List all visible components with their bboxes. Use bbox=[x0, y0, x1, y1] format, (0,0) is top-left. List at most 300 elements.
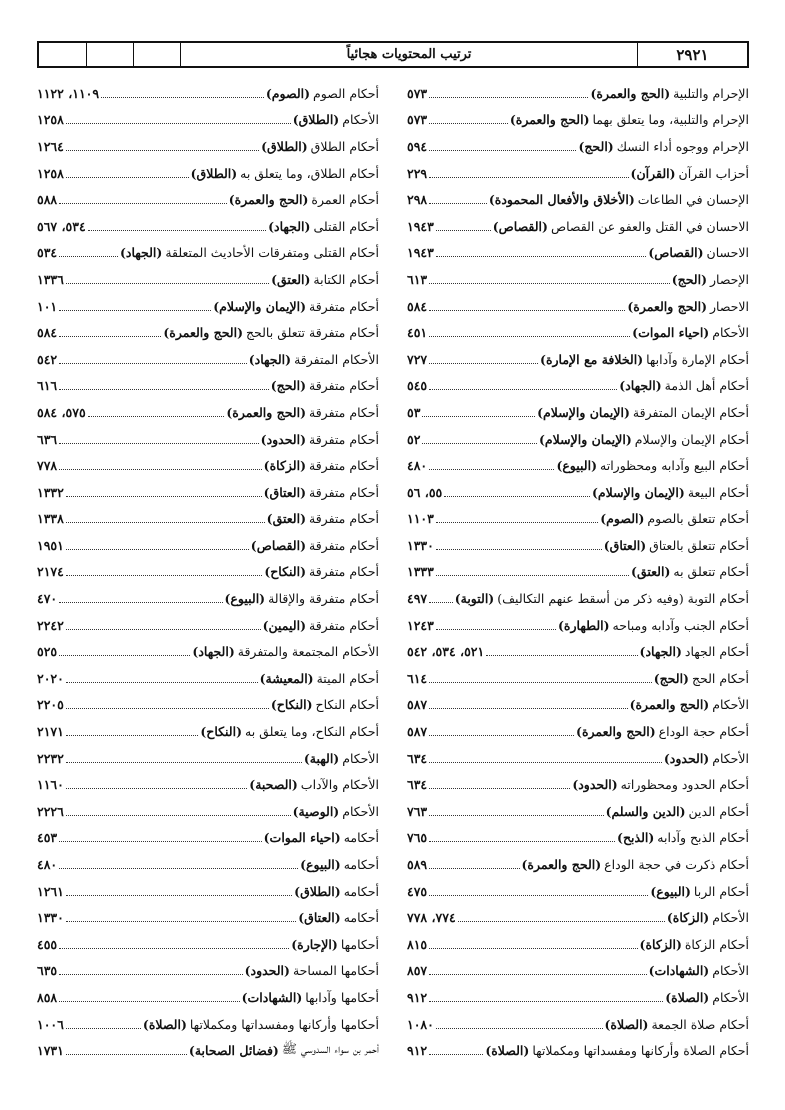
dot-leader bbox=[429, 1001, 663, 1002]
entry-page-numbers: ١٢٦١ bbox=[37, 883, 64, 899]
dot-leader bbox=[436, 256, 646, 257]
index-entry bbox=[37, 665, 379, 692]
entry-category: (الحج والعمرة) bbox=[590, 85, 671, 101]
entry-page-numbers: ٥٣٤ bbox=[37, 245, 58, 261]
entry-category: (العتق) bbox=[271, 271, 311, 287]
index-entry bbox=[37, 107, 379, 134]
index-entry bbox=[407, 160, 749, 187]
dot-leader bbox=[59, 868, 298, 869]
dot-leader bbox=[66, 735, 198, 736]
index-entry bbox=[37, 266, 379, 293]
entry-title: أحكام الدين bbox=[688, 803, 749, 819]
index-entry bbox=[37, 1011, 379, 1038]
dot-leader bbox=[429, 97, 588, 98]
entry-category: (الصوم) bbox=[600, 511, 645, 527]
entry-page-numbers: ٤٧٥ bbox=[407, 883, 428, 899]
entry-page-numbers: ١٠١ bbox=[37, 298, 58, 314]
entry-category: (العتاق) bbox=[298, 910, 341, 926]
index-entry bbox=[37, 319, 379, 346]
dot-leader bbox=[444, 496, 590, 497]
entry-category: (الحج والعمرة) bbox=[226, 404, 306, 420]
entry-category: (الحج) bbox=[671, 271, 707, 287]
dot-leader bbox=[66, 895, 292, 896]
entry-category: (العتق) bbox=[631, 564, 671, 580]
dot-leader bbox=[486, 655, 637, 656]
index-entry bbox=[37, 771, 379, 798]
entry-category: (الحدود) bbox=[572, 777, 618, 793]
entry-title: الإحسان في الطاعات bbox=[637, 192, 749, 208]
index-entry bbox=[37, 399, 379, 426]
entry-title: أحكام متفرقة bbox=[309, 404, 379, 420]
entry-title: أحكام الزكاة bbox=[684, 936, 749, 952]
entry-title: أحكام الطلاق bbox=[310, 138, 379, 154]
index-entry bbox=[37, 346, 379, 373]
dot-leader bbox=[66, 496, 262, 497]
entry-title: الأحكام bbox=[712, 325, 749, 341]
dot-leader bbox=[59, 336, 161, 337]
index-entry bbox=[407, 266, 749, 293]
index-entry bbox=[407, 213, 749, 240]
index-entry bbox=[407, 293, 749, 320]
dot-leader bbox=[66, 1028, 141, 1029]
entry-category: (الشهادات) bbox=[241, 989, 303, 1005]
entry-page-numbers: ٥٤٢ bbox=[37, 351, 58, 367]
entry-page-numbers: ٥٨٧ bbox=[407, 724, 428, 740]
entry-category: (الخلافة مع الإمارة) bbox=[540, 351, 644, 367]
dot-leader bbox=[436, 549, 602, 550]
entry-title: أحكام الحدود ومحظوراته bbox=[620, 777, 749, 793]
entry-page-numbers: ٦١٣ bbox=[407, 271, 428, 287]
index-entry bbox=[407, 107, 749, 134]
entry-title: أحكامها bbox=[340, 936, 379, 952]
entry-title: أحكام متفرقة والإقالة bbox=[268, 591, 379, 607]
index-entry bbox=[37, 240, 379, 267]
entry-title: الأحكام المجتمعة والمتفرقة bbox=[237, 644, 379, 660]
entry-title: أحكام القتلى bbox=[313, 218, 379, 234]
entry-category: (الدين والسلم) bbox=[605, 803, 686, 819]
entry-page-numbers: ١٣٣٦ bbox=[37, 271, 64, 287]
entry-title: أحكام أهل الذمة bbox=[664, 378, 749, 394]
entry-page-numbers: ٥٨٩ bbox=[407, 857, 428, 873]
entry-category: (القصاص) bbox=[250, 537, 306, 553]
entry-title: أحكام التوبة (وفيه ذكر من أسقط عنهم التكاليف) bbox=[497, 591, 749, 607]
index-entry bbox=[407, 186, 749, 213]
entry-page-numbers: ٤٧٠ bbox=[37, 591, 58, 607]
entry-title: أحكام متفرقة bbox=[309, 431, 379, 447]
dot-leader bbox=[429, 735, 574, 736]
entry-title: الإحصار bbox=[709, 271, 749, 287]
entry-page-numbers: ١١٠٣ bbox=[407, 511, 434, 527]
index-entry bbox=[37, 984, 379, 1011]
entry-category: (الحج والعمرة) bbox=[576, 724, 656, 740]
dot-leader bbox=[436, 522, 598, 523]
index-entry bbox=[37, 452, 379, 479]
entry-category: (الحج) bbox=[653, 670, 689, 686]
entry-category: (الصلاة) bbox=[604, 1016, 649, 1032]
entry-page-numbers: ١٢٤٣ bbox=[407, 617, 434, 633]
entry-page-numbers: ٧٢٧ bbox=[407, 351, 428, 367]
dot-leader bbox=[436, 1028, 603, 1029]
entry-category: (البيوع) bbox=[650, 883, 691, 899]
entry-page-numbers: ٥٣ bbox=[407, 404, 421, 420]
index-entry bbox=[37, 692, 379, 719]
entry-category: (الزكاة) bbox=[263, 458, 306, 474]
entry-page-numbers: ٩١٢ bbox=[407, 1043, 428, 1059]
entry-title: الأحكام والآداب bbox=[300, 777, 379, 793]
entry-category: (النكاح) bbox=[270, 697, 313, 713]
dot-leader bbox=[429, 868, 519, 869]
index-entry bbox=[37, 798, 379, 825]
dot-leader bbox=[429, 841, 615, 842]
dot-leader bbox=[66, 575, 262, 576]
entry-category: (الصوم) bbox=[265, 85, 311, 101]
index-entry bbox=[37, 851, 379, 878]
dot-leader bbox=[66, 682, 258, 683]
dot-leader bbox=[458, 921, 665, 922]
entry-title: الاحسان في القتل والعفو عن القصاص bbox=[550, 218, 749, 234]
index-entry bbox=[37, 559, 379, 586]
entry-category: (العتاق) bbox=[603, 537, 647, 553]
dot-leader bbox=[66, 788, 247, 789]
entry-category: (الصحبة) bbox=[249, 777, 298, 793]
dot-leader bbox=[429, 708, 627, 709]
dot-leader bbox=[429, 895, 648, 896]
entry-page-numbers: ١٩٥١ bbox=[37, 537, 64, 553]
index-entry bbox=[37, 213, 379, 240]
index-entry bbox=[407, 904, 749, 931]
dot-leader bbox=[59, 443, 259, 444]
entry-page-numbers: ١٣٣٢ bbox=[37, 484, 64, 500]
entry-title: الأحكام bbox=[342, 112, 379, 128]
index-entry bbox=[407, 399, 749, 426]
entry-page-numbers: ٥٨٤ bbox=[407, 298, 428, 314]
index-entry bbox=[37, 958, 379, 985]
entry-title: أحكام تتعلق به bbox=[673, 564, 749, 580]
index-entry bbox=[407, 931, 749, 958]
index-entry bbox=[407, 638, 749, 665]
entry-page-numbers: ٥٨٨ bbox=[37, 192, 58, 208]
index-entry bbox=[37, 878, 379, 905]
header-empty-cell bbox=[39, 43, 86, 66]
entry-title: أحكام النكاح bbox=[315, 697, 379, 713]
entry-category: (الإيمان والإسلام) bbox=[537, 404, 630, 420]
entry-page-numbers: ١٣٣٨ bbox=[37, 511, 64, 527]
entry-category: (القصاص) bbox=[648, 245, 704, 261]
entry-category: (القصاص) bbox=[492, 218, 548, 234]
index-entry bbox=[407, 585, 749, 612]
entry-page-numbers: ٥٧٣ bbox=[407, 85, 428, 101]
entry-title: الاحصار bbox=[709, 298, 749, 314]
index-entry bbox=[37, 506, 379, 533]
dot-leader bbox=[59, 203, 227, 204]
index-entry bbox=[407, 559, 749, 586]
entry-title: الإحرام والتلبية، وما يتعلق بهما bbox=[592, 112, 749, 128]
entry-category: (فضائل الصحابة) bbox=[188, 1043, 279, 1059]
entry-title: أحكام الطلاق، وما يتعلق به bbox=[240, 165, 379, 181]
entry-page-numbers: ٢٠٢٠ bbox=[37, 670, 64, 686]
page-header bbox=[37, 41, 749, 68]
dot-leader bbox=[436, 230, 491, 231]
index-entry bbox=[37, 638, 379, 665]
entry-title: أحكامها وآدابها bbox=[305, 989, 379, 1005]
entry-page-numbers: ١٢٥٨ bbox=[37, 112, 64, 128]
dot-leader bbox=[88, 416, 225, 417]
dot-leader bbox=[59, 974, 242, 975]
dot-leader bbox=[59, 256, 118, 257]
entry-title: أحكام حجة الوداع bbox=[658, 724, 749, 740]
dot-leader bbox=[59, 469, 262, 470]
entry-category: (الجهاد) bbox=[268, 218, 311, 234]
entry-title: أحكام متفرقة bbox=[309, 537, 379, 553]
index-entry bbox=[37, 293, 379, 320]
entry-page-numbers: ١٣٣٠ bbox=[37, 910, 64, 926]
entry-page-numbers: ٧٦٣ bbox=[407, 803, 428, 819]
entry-category: (الحج) bbox=[270, 378, 306, 394]
entry-category: (الإيمان والإسلام) bbox=[592, 484, 685, 500]
entry-page-numbers: ٥٧٥، ٥٨٤ bbox=[37, 404, 86, 420]
index-entry bbox=[37, 585, 379, 612]
index-entry bbox=[37, 825, 379, 852]
index-entry bbox=[407, 878, 749, 905]
index-entry bbox=[407, 1011, 749, 1038]
dot-leader bbox=[66, 177, 189, 178]
index-entry bbox=[37, 160, 379, 187]
entry-title: أحكام الإيمان المتفرقة bbox=[632, 404, 749, 420]
entry-title: الأحكام bbox=[712, 910, 749, 926]
entry-category: (الجهاد) bbox=[192, 644, 235, 660]
page-number: ٢٩٢١ bbox=[637, 43, 747, 66]
entry-page-numbers: ١٣٣٠ bbox=[407, 537, 434, 553]
entry-page-numbers: ٥٧٣ bbox=[407, 112, 428, 128]
entry-title: أحكام العمرة bbox=[311, 192, 379, 208]
entry-title: أحكام الجهاد bbox=[684, 644, 749, 660]
entry-page-numbers: ٨٥٨ bbox=[37, 989, 58, 1005]
entry-title: أحكام متفرقة bbox=[309, 378, 379, 394]
dot-leader bbox=[429, 815, 603, 816]
entry-title: أحكام تتعلق بالعتاق bbox=[649, 537, 749, 553]
index-entry bbox=[407, 1037, 749, 1064]
index-entry bbox=[37, 718, 379, 745]
entry-title: الأحكام bbox=[712, 697, 749, 713]
dot-leader bbox=[429, 974, 646, 975]
entry-title: أحكام متفرقة bbox=[309, 298, 379, 314]
dot-leader bbox=[429, 602, 453, 603]
header-empty-cell bbox=[86, 43, 133, 66]
entry-page-numbers: ٢١٧٤ bbox=[37, 564, 64, 580]
entry-page-numbers: ٤٨٠ bbox=[407, 458, 428, 474]
entry-page-numbers: ٨٥٧ bbox=[407, 963, 428, 979]
page-title: ترتيب المحتويات هجائياً bbox=[180, 43, 637, 66]
index-entry bbox=[407, 240, 749, 267]
left-column bbox=[37, 80, 379, 1064]
dot-leader bbox=[429, 788, 570, 789]
dot-leader bbox=[66, 123, 291, 124]
dot-leader bbox=[66, 629, 261, 630]
entry-category: (الصلاة) bbox=[665, 989, 710, 1005]
index-entry bbox=[407, 692, 749, 719]
entry-category: (الحدود) bbox=[260, 431, 306, 447]
dot-leader bbox=[101, 97, 264, 98]
entry-title: أحكام البيعة bbox=[687, 484, 749, 500]
entry-category: (التوبة) bbox=[454, 591, 495, 607]
dot-leader bbox=[66, 549, 249, 550]
dot-leader bbox=[59, 602, 222, 603]
entry-title: الإحرام والتلبية bbox=[673, 85, 749, 101]
entry-page-numbers: ٤٩٧ bbox=[407, 591, 428, 607]
index-entry bbox=[37, 745, 379, 772]
index-entry bbox=[407, 479, 749, 506]
entry-page-numbers: ١١٦٠ bbox=[37, 777, 64, 793]
index-entry bbox=[407, 718, 749, 745]
entry-page-numbers: ٥٨٧ bbox=[407, 697, 428, 713]
entry-title: أحكام متفرقة bbox=[309, 511, 379, 527]
entry-category: (النكاح) bbox=[200, 724, 243, 740]
entry-category: (الجهاد) bbox=[248, 351, 292, 367]
dot-leader bbox=[429, 469, 554, 470]
entry-page-numbers: ٤٥٥ bbox=[37, 936, 58, 952]
entry-category: (البيوع) bbox=[224, 591, 266, 607]
entry-category: (الحج والعمرة) bbox=[163, 325, 243, 341]
index-entry bbox=[37, 904, 379, 931]
entry-category: (الزكاة) bbox=[639, 936, 682, 952]
entry-title: أحكام القتلى ومتفرقات الأحاديث المتعلقة bbox=[165, 245, 379, 261]
entry-page-numbers: ١٩٤٣ bbox=[407, 218, 434, 234]
dot-leader bbox=[436, 575, 629, 576]
entry-title: الأحكام المتفرقة bbox=[294, 351, 379, 367]
entry-page-numbers: ٢٢٩ bbox=[407, 165, 428, 181]
entry-page-numbers: ١٢٦٤ bbox=[37, 138, 64, 154]
entry-title: الأحكام bbox=[342, 750, 379, 766]
index-entry bbox=[37, 80, 379, 107]
index-entry bbox=[407, 319, 749, 346]
dot-leader bbox=[429, 682, 652, 683]
entry-category: (الوصية) bbox=[292, 803, 340, 819]
dot-leader bbox=[429, 948, 637, 949]
entry-page-numbers: ٢١٧١ bbox=[37, 724, 64, 740]
header-empty-cell bbox=[133, 43, 180, 66]
dot-leader bbox=[66, 815, 291, 816]
entry-page-numbers: ٥٩٤ bbox=[407, 138, 428, 154]
index-entry bbox=[37, 612, 379, 639]
index-entry bbox=[407, 984, 749, 1011]
entry-title: أحكام تتعلق بالصوم bbox=[647, 511, 749, 527]
entry-page-numbers: ٧٧٤، ٧٧٨ bbox=[407, 910, 456, 926]
entry-category: (احياء الموات) bbox=[263, 830, 341, 846]
entry-title: أحكام متفرقة bbox=[309, 484, 379, 500]
dot-leader bbox=[59, 1001, 239, 1002]
dot-leader bbox=[88, 230, 266, 231]
dot-leader bbox=[59, 841, 261, 842]
entry-category: (الحدود) bbox=[244, 963, 290, 979]
entry-category: (المعيشة) bbox=[259, 670, 314, 686]
entry-title: أحكام الصلاة وأركانها ومفسداتها ومكملاتها bbox=[532, 1043, 749, 1059]
entry-category: (الطلاق) bbox=[190, 165, 238, 181]
dot-leader bbox=[66, 283, 269, 284]
dot-leader bbox=[429, 123, 508, 124]
entry-page-numbers: ٦٣٥ bbox=[37, 963, 58, 979]
entry-page-numbers: ٥٢ bbox=[407, 431, 421, 447]
entry-title: أحكام الإيمان والإسلام bbox=[634, 431, 749, 447]
dot-leader bbox=[429, 389, 617, 390]
entry-category: (الحج) bbox=[578, 138, 614, 154]
dot-leader bbox=[66, 708, 269, 709]
index-entry bbox=[407, 958, 749, 985]
dot-leader bbox=[429, 363, 538, 364]
entry-title: أحكام متفرقة bbox=[309, 564, 379, 580]
entry-page-numbers: ٤٥٣ bbox=[37, 830, 58, 846]
entry-page-numbers: ٥٣٤، ٥٦٧ bbox=[37, 218, 86, 234]
entry-page-numbers: ٦١٤ bbox=[407, 670, 428, 686]
entry-page-numbers: ٢٢٢٦ bbox=[37, 803, 64, 819]
index-entry bbox=[407, 373, 749, 400]
dot-leader bbox=[66, 1054, 187, 1055]
dot-leader bbox=[436, 629, 556, 630]
entry-category: (الصلاة) bbox=[142, 1016, 187, 1032]
dot-leader bbox=[422, 443, 537, 444]
entry-category: (الهبة) bbox=[303, 750, 340, 766]
entry-page-numbers: ١٢٥٨ bbox=[37, 165, 64, 181]
index-entry bbox=[407, 346, 749, 373]
entry-title: الأحكام bbox=[712, 989, 749, 1005]
entry-title: الإحرام ووجوه أداء النسك bbox=[616, 138, 749, 154]
entry-page-numbers: ٢٢٣٢ bbox=[37, 750, 64, 766]
index-entry bbox=[37, 426, 379, 453]
entry-title: الأحكام bbox=[342, 803, 379, 819]
entry-title: أحكام صلاة الجمعة bbox=[651, 1016, 749, 1032]
index-entry bbox=[407, 426, 749, 453]
entry-category: (الحج والعمرة) bbox=[627, 298, 707, 314]
entry-title: أحكام متفرقة تتعلق بالحج bbox=[245, 325, 379, 341]
index-entry bbox=[37, 186, 379, 213]
dot-leader bbox=[59, 310, 211, 311]
entry-title: الأحكام bbox=[712, 963, 749, 979]
entry-page-numbers: ٢٢٤٢ bbox=[37, 617, 64, 633]
entry-category: (البيوع) bbox=[556, 458, 598, 474]
dot-leader bbox=[59, 389, 269, 390]
entry-page-numbers: ١١٠٩، ١١٢٢ bbox=[37, 85, 100, 101]
entry-category: (الحج والعمرة) bbox=[629, 697, 710, 713]
entry-title: أحكامه bbox=[343, 857, 379, 873]
index-entry bbox=[407, 825, 749, 852]
entry-page-numbers: ٦٣٤ bbox=[407, 750, 428, 766]
dot-leader bbox=[59, 363, 247, 364]
entry-page-numbers: ١٣٣٣ bbox=[407, 564, 434, 580]
entry-page-numbers: ٢٢٠٥ bbox=[37, 697, 64, 713]
dot-leader bbox=[66, 150, 259, 151]
entry-page-numbers: ١٩٤٣ bbox=[407, 245, 434, 261]
index-entry bbox=[407, 532, 749, 559]
entry-page-numbers: ٥٨٤ bbox=[37, 325, 58, 341]
entry-title: أحكام البيع وآدابه ومحظوراته bbox=[600, 458, 749, 474]
entry-title: أحكام ذكرت في حجة الوداع bbox=[604, 857, 749, 873]
entry-title: أحكام الإمارة وآدابها bbox=[646, 351, 749, 367]
entry-page-numbers: ٧٦٥ bbox=[407, 830, 428, 846]
entry-title: أحكام متفرقة bbox=[309, 617, 379, 633]
entry-category: (الحج والعمرة) bbox=[509, 112, 590, 128]
entry-category: (الإجارة) bbox=[291, 936, 338, 952]
entry-category: (اليمين) bbox=[262, 617, 306, 633]
dot-leader bbox=[429, 310, 625, 311]
entry-title: أحكام الصوم bbox=[313, 85, 379, 101]
entry-category: (الإيمان والإسلام) bbox=[213, 298, 306, 314]
entry-title: أحكامه bbox=[343, 883, 379, 899]
dot-leader bbox=[429, 177, 628, 178]
entry-page-numbers: ٥٢١، ٥٣٤، ٥٤٢ bbox=[407, 644, 485, 660]
entry-page-numbers: ٨١٥ bbox=[407, 936, 428, 952]
dot-leader bbox=[66, 762, 302, 763]
entry-category: (الطهارة) bbox=[558, 617, 610, 633]
index-entry bbox=[407, 506, 749, 533]
